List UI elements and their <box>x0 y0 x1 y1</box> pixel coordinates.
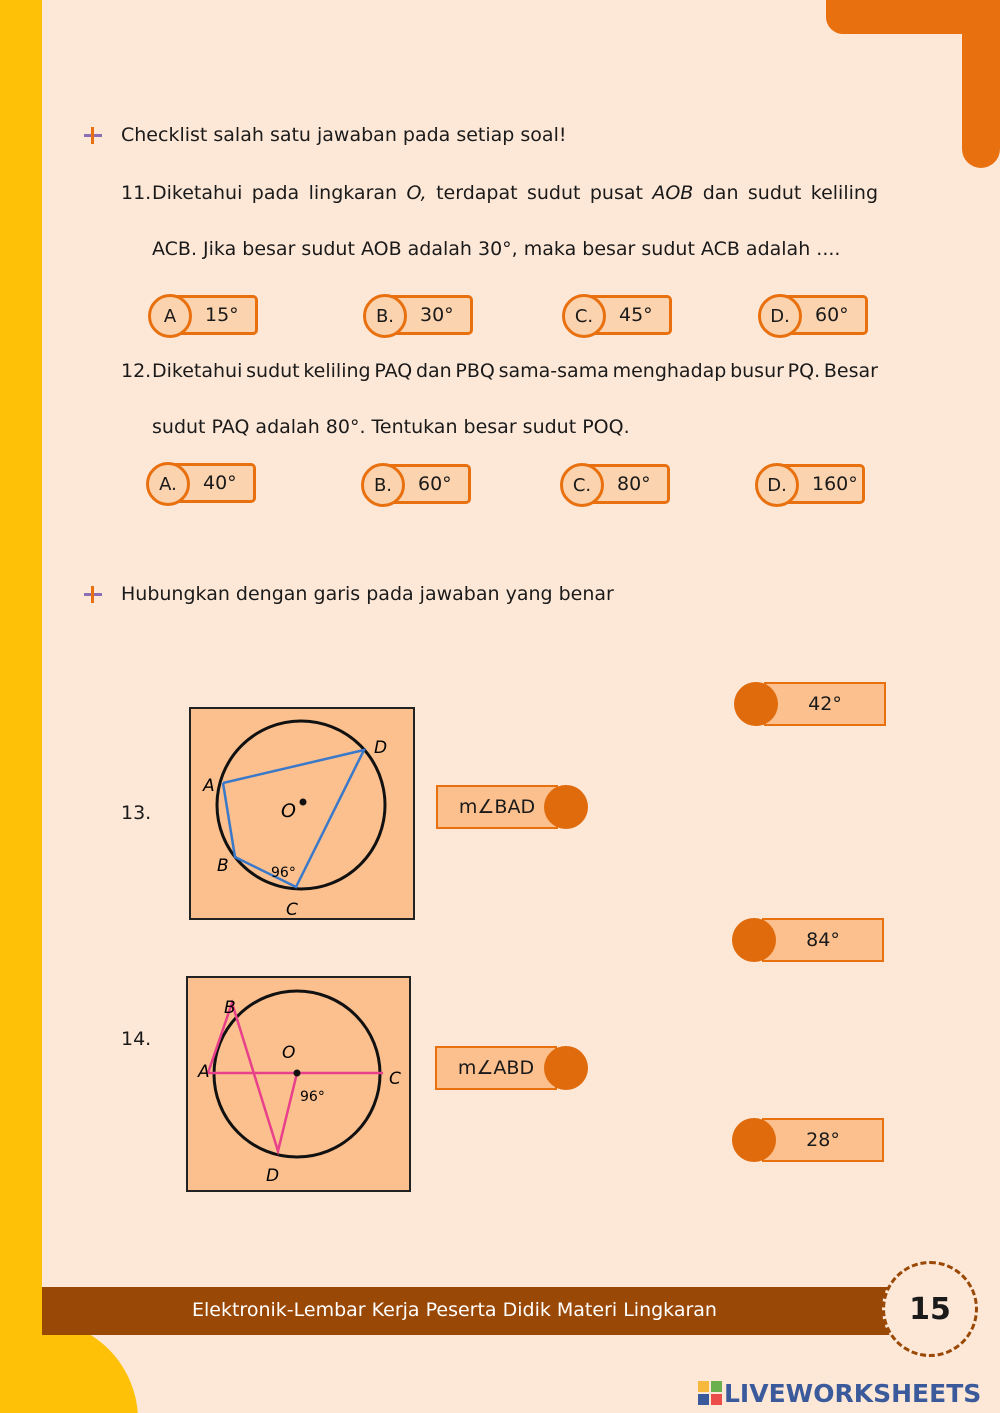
option-value: 160° <box>775 464 865 504</box>
q11-line2: ACB. Jika besar sudut AOB adalah 30°, maka besar sudut ACB adalah .... <box>152 238 841 260</box>
label-angle: 96° <box>300 1089 325 1105</box>
connect-dot[interactable] <box>544 785 588 829</box>
page-number: 15 <box>882 1261 978 1357</box>
option-letter[interactable]: D. <box>758 294 802 338</box>
liveworksheets-logo <box>698 1376 981 1410</box>
option-value: 30° <box>383 295 473 335</box>
label-b: B <box>224 998 236 1018</box>
brand-name: LIVEWORKSHEETS <box>724 1378 982 1408</box>
option-letter[interactable]: D. <box>755 463 799 507</box>
word: O, <box>406 182 427 204</box>
label-b: B <box>217 856 229 876</box>
word: dan <box>702 182 739 204</box>
answer-28[interactable] <box>732 1118 884 1162</box>
word: sudut <box>747 182 802 204</box>
left-decorative-bar <box>0 0 42 1413</box>
label-c: C <box>389 1069 401 1089</box>
chord-path <box>208 1003 297 1151</box>
bullet-plus-icon <box>84 585 104 605</box>
word: PBQ <box>455 360 495 382</box>
word: pusat <box>589 182 643 204</box>
connect-dot[interactable] <box>732 1118 776 1162</box>
q14-circle-figure <box>186 976 411 1192</box>
label-a: A <box>203 776 215 796</box>
label-d: D <box>266 1166 280 1186</box>
option-letter[interactable]: B. <box>363 294 407 338</box>
center-point <box>294 1070 301 1077</box>
option-value: 40° <box>166 463 256 503</box>
word: keliling <box>810 182 878 204</box>
option-letter[interactable]: C. <box>560 463 604 507</box>
word: terdapat <box>436 182 518 204</box>
word: sama-sama <box>498 360 609 382</box>
connect-dot[interactable] <box>734 682 778 726</box>
connect-dot[interactable] <box>732 918 776 962</box>
q11-line1 <box>152 182 878 204</box>
label-o: O <box>281 800 296 822</box>
instruction-checklist: Checklist salah satu jawaban pada setiap soal! <box>121 124 567 146</box>
instruction-match: Hubungkan dengan garis pada jawaban yang benar <box>121 583 614 605</box>
word: pada <box>251 182 300 204</box>
q12-line2: sudut PAQ adalah 80°. Tentukan besar sudut POQ. <box>152 416 630 438</box>
label-o: O <box>282 1043 296 1063</box>
option-value: 15° <box>168 295 258 335</box>
footer-title: Elektronik-Lembar Kerja Peserta Didik Materi Lingkaran <box>192 1299 717 1321</box>
q12-number: 12. <box>121 360 152 382</box>
word: sudut <box>526 182 581 204</box>
prompt-label: m∠ABD <box>435 1046 557 1090</box>
prompt-label: m∠BAD <box>436 785 558 829</box>
word: lingkaran <box>308 182 398 204</box>
connect-dot[interactable] <box>544 1046 588 1090</box>
center-point <box>300 799 307 806</box>
word: sudut <box>246 360 300 382</box>
word: PAQ <box>374 360 413 382</box>
option-value: 60° <box>381 464 471 504</box>
q11-number: 11. <box>121 182 152 204</box>
q14-number: 14. <box>121 1028 152 1050</box>
answer-42[interactable] <box>734 682 886 726</box>
word: keliling <box>303 360 371 382</box>
option-letter[interactable]: A <box>148 294 192 338</box>
word: AOB <box>652 182 694 204</box>
word: PQ. <box>787 360 821 382</box>
bullet-plus-icon <box>84 126 104 146</box>
option-value: 45° <box>582 295 672 335</box>
label-d: D <box>374 738 388 758</box>
answer-label: 84° <box>762 918 884 962</box>
q13-prompt[interactable] <box>436 785 588 829</box>
word: Diketahui <box>152 182 243 204</box>
answer-label: 28° <box>762 1118 884 1162</box>
footer-bar <box>42 1287 890 1335</box>
label-angle: 96° <box>271 865 296 881</box>
word: Diketahui <box>152 360 243 382</box>
q12-line1 <box>152 360 878 382</box>
option-letter[interactable]: C. <box>562 294 606 338</box>
option-letter[interactable]: B. <box>361 463 405 507</box>
option-value: 80° <box>580 464 670 504</box>
q13-number: 13. <box>121 802 152 824</box>
answer-label: 42° <box>764 682 886 726</box>
q14-prompt[interactable] <box>435 1046 588 1090</box>
label-a: A <box>198 1062 210 1082</box>
word: menghadap <box>612 360 727 382</box>
label-c: C <box>286 900 298 918</box>
brand-grid-icon <box>698 1381 722 1405</box>
option-value: 60° <box>778 295 868 335</box>
option-letter[interactable]: A. <box>146 462 190 506</box>
word: busur <box>730 360 784 382</box>
circle-outline <box>217 721 388 889</box>
q13-circle-figure <box>189 707 415 920</box>
word: Besar <box>823 360 878 382</box>
corner-decoration-vertical <box>962 0 1000 168</box>
answer-84[interactable] <box>732 918 884 962</box>
word: dan <box>415 360 452 382</box>
